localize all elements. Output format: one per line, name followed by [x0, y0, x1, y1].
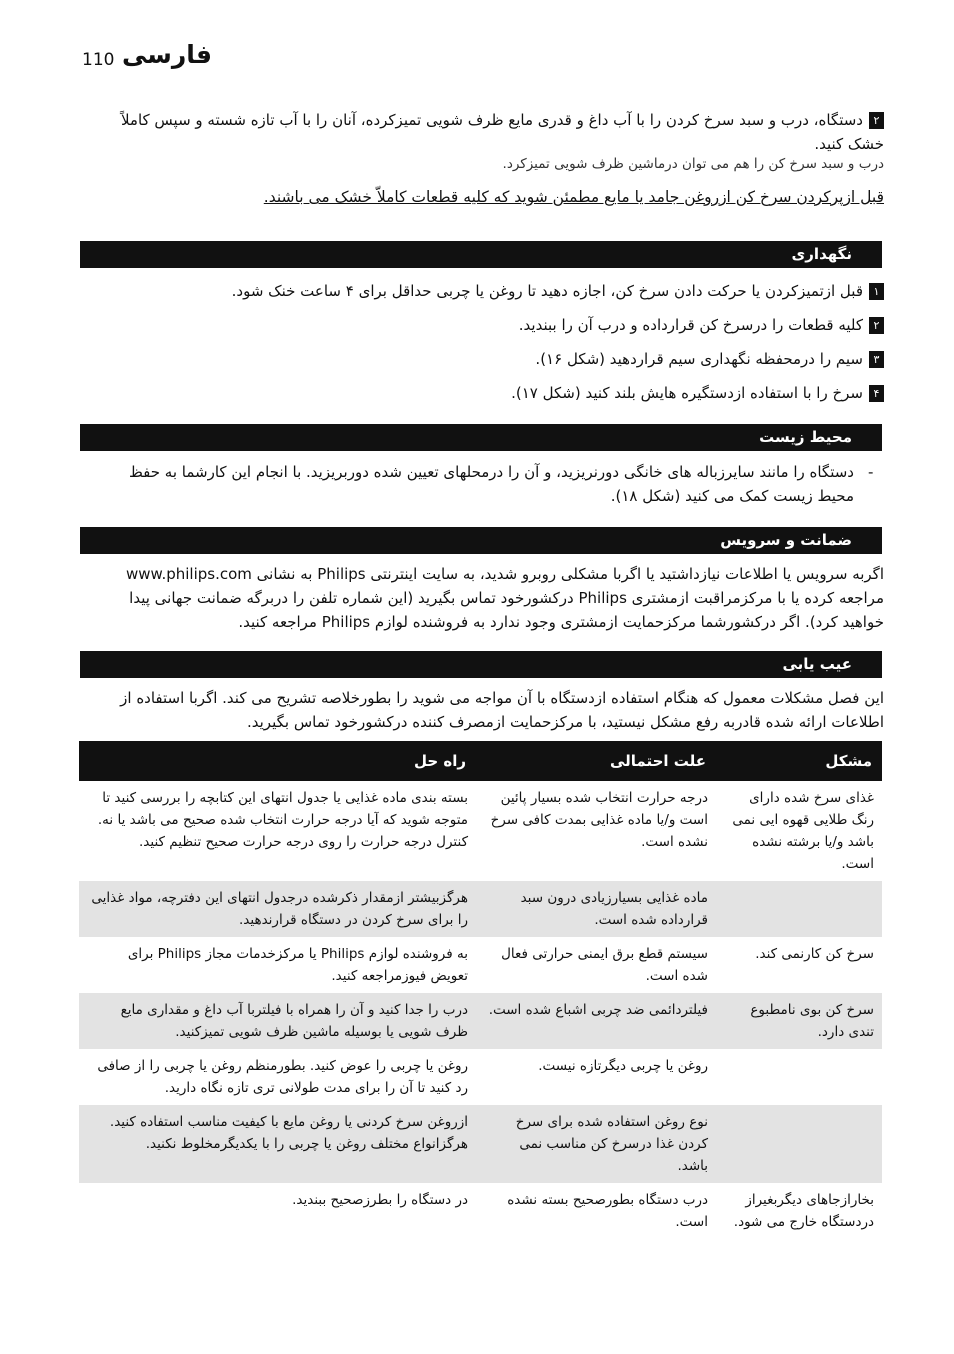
section-header-troubleshooting: عیب یابی [80, 651, 882, 678]
problem-cell [716, 881, 882, 937]
table-row [79, 1105, 882, 1183]
table-row [79, 1049, 882, 1105]
cleaning-step-2 [92, 108, 884, 156]
section-header-warranty: ضمانت و سرویس [80, 527, 882, 554]
step-text: سیم را درمحفظه نگهداری سیم قراردهید (شکل ۱۶). [535, 350, 863, 368]
page-number: 110 [82, 50, 115, 70]
troubleshooting-table [79, 741, 882, 1239]
problem-cell: سرخ کن بوی نامطبوع تندی دارد. [716, 993, 882, 1049]
table-row [79, 993, 882, 1049]
storage-step-4 [92, 381, 884, 405]
cleaning-note: درب و سبد سرخ کن را هم می توان درماشین ظرف شویی تمیزکرد. [502, 156, 884, 172]
solution-cell: درب را جدا کنید و آن را همراه با فیلتربا آب داغ و مقداری مایع ظرف شویی یا بوسیله ماشین ظرف شویی تمیزکنید. [79, 993, 476, 1049]
step-text: سرخ را با استفاده ازدستگیره هایش بلند کنید (شکل ۱۷). [511, 384, 863, 402]
storage-step-2 [92, 313, 884, 337]
step-number: ۲ [869, 317, 884, 334]
step-number: ۲ [869, 112, 884, 129]
problem-cell: بخارازجاهای دیگربغیراز دردستگاه خارج می شود. [733, 1192, 874, 1230]
cause-cell: سیستم قطع برق ایمنی حرارتی فعال شده است. [501, 946, 708, 984]
problem-cell: سرخ کن کارنمی کند. [755, 946, 874, 962]
header-problem: مشکل [716, 741, 882, 781]
step-text: دستگاه، درب و سبد سرخ کردن را با آب داغ و قدری مایع ظرف شویی تمیزکرده، آنان را با آب تازه شسته و سپس کاملاً خشک کنید. [120, 111, 884, 153]
step-number: ۳ [869, 351, 884, 368]
table-row [79, 937, 882, 993]
solution-cell: به فروشنده لوازم Philips یا مرکزخدمات مجاز Philips برای تعویض فیوزمراجعه کنید. [127, 946, 468, 984]
cause-cell: نوع روغن استفاده شده برای سرخ کردن غذا درسرخ کن مناسب نمی باشد. [476, 1105, 716, 1183]
storage-step-1 [92, 279, 884, 303]
header-solution: راه حل [79, 741, 476, 781]
step-text: قبل ازتمیزکردن یا حرکت دادن سرخ کن، اجازه دهید تا روغن یا چربی حداقل برای ۴ ساعت خنک شود. [231, 282, 863, 300]
cause-cell: روغن یا چربی دیگرتازه نیست. [538, 1058, 708, 1074]
cause-cell: درب دستگاه بطورصحیح بسته نشده است. [507, 1192, 708, 1230]
table-row [79, 781, 882, 881]
warranty-text: اگربه سرویس یا اطلاعات نیازداشتید یا اگربا مشکلی روبرو شدید، به سایت اینترنتی Philips به نشانی www.philips.com مراجعه کرده یا با مرکزمراقبت ازمشتری Philips درکشورخود تماس بگیرید (این شماره تلفن را دربرگه ضمانت جهانی پیدا خواهید کرد). اگر درکشورشما مرکزحمایت ازمشتری وجود ندارد به فروشنده لوازم Philips مراجعه کنید. [126, 565, 884, 631]
table-row [79, 881, 882, 937]
section-header-environment: محیط زیست [80, 424, 882, 451]
storage-step-3 [92, 347, 884, 371]
cause-cell: ماده غذایی بسیارزیادی درون سبد قرارداده شده است. [476, 881, 716, 937]
problem-cell: غذای سرخ شده دارای رنگ طلایی قهوه ایی نمی باشد و/یا برشته نشده است. [732, 790, 874, 872]
solution-cell: در دستگاه را بطرزصحیح ببندید. [292, 1192, 468, 1208]
step-text: کلیه قطعات را درسرخ کن قرارداده و درب آن را ببندید. [518, 316, 863, 334]
environment-text: دستگاه را مانند سایرزباله های خانگی دورنریزید، و آن را درمحلهای تعیین شده دوربریزید. با انجام این کارشما به حفظ محیط زیست کمک می کنید (شکل ۱۸). [128, 463, 854, 505]
cause-cell: درجه حرارت انتخاب شده بسیار پائین است و/یا ماده غذایی بمدت کافی سرخ نشده است. [490, 790, 708, 850]
cleaning-warning: قبل ازپرکردن سرخ کن ازروغن جامد یا مایع مطمئن شوید که کلیه قطعات کاملاّ خشک می باشند. [263, 188, 884, 206]
cause-cell: فیلتردائمی ضد چربی اشباع شده است. [476, 993, 716, 1049]
section-header-storage: نگهداری [80, 241, 882, 268]
solution-cell: بسته بندی ماده غذایی یا جدول انتهای این کتابچه را بررسی کنید تا متوجه شوید که آیا درجه حرارت انتخاب شده صحیح می باشد یا نه. کنترل درجه حرارت را روی درجه حرارت صحیح تنظیم کنید. [97, 790, 468, 850]
solution-cell: هرگزبیشتر ازمقدار ذکرشده درجدول انتهای این دفترچه، مواد غذایی را برای سرخ کردن در دستگاه قرارندهید. [79, 881, 476, 937]
problem-cell [716, 1105, 882, 1183]
page-title: فارسی [122, 40, 213, 69]
table-row [79, 1183, 882, 1239]
header-cause: علت احتمالی [476, 741, 716, 781]
solution-cell: روغن یا چربی را عوض کنید. بطورمنظم روغن یا چربی را از صافی رد کنید تا آن را برای مدت طولانی تری تازه نگاه دارید. [97, 1058, 468, 1096]
bullet-dash: - [868, 463, 874, 481]
step-number: ۱ [869, 283, 884, 300]
step-number: ۴ [869, 385, 884, 402]
table-header-row [79, 741, 882, 781]
troubleshooting-intro: این فصل مشکلات معمول که هنگام استفاده ازدستگاه با آن مواجه می شوید را بطورخلاصه تشریح می کند. اگربا استفاده از اطلاعات ارائه شده قادربه رفع مشکل نیستید، با مرکزحمایت ازمصرف کننده درکشورخود تماس بگیرید. [120, 689, 884, 731]
solution-cell: ازروغن سرخ کردنی یا روغن مایع با کیفیت مناسب استفاده کنید. هرگزانواع مختلف روغن یا چربی را با یکدیگرمخلوط نکنید. [79, 1105, 476, 1183]
problem-cell [716, 1049, 882, 1105]
